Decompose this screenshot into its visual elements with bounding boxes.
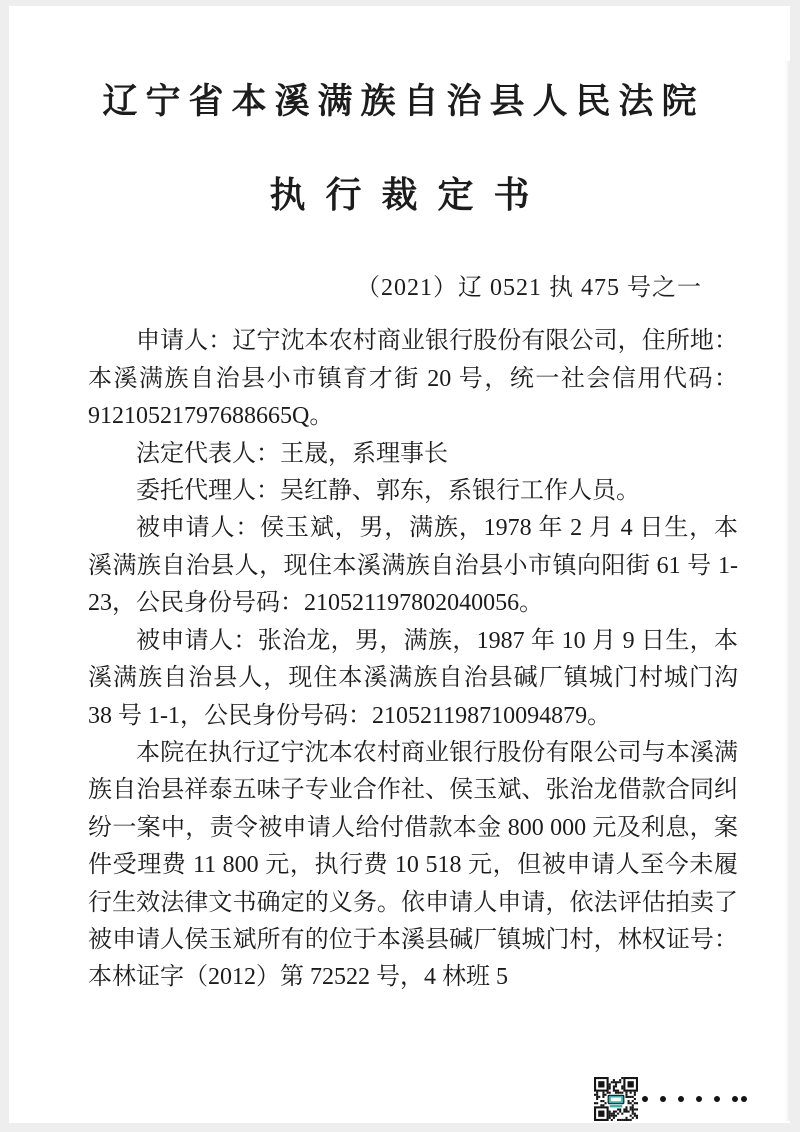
dot — [714, 1096, 720, 1102]
case-number: （2021）辽 0521 执 475 号之一 — [356, 274, 702, 301]
dot — [660, 1096, 666, 1102]
paragraph-respondent-1: 被申请人：侯玉斌，男，满族，1978 年 2 月 4 日生，本溪满族自治县人，现住本溪满族自治县小市镇向阳街 61 号 1-23，公民身份号码：210521197802040056。 — [88, 515, 738, 617]
qr-code — [594, 1077, 638, 1121]
document-body — [88, 323, 738, 996]
paragraph-applicant: 申请人：辽宁沈本农村商业银行股份有限公司，住所地：本溪满族自治县小市镇育才街 20 号，统一社会信用代码：91210521797688665Q。 — [88, 328, 738, 430]
court-name: 辽宁省本溪满族自治县人民法院 — [102, 82, 705, 121]
paragraph-ruling-body: 本院在执行辽宁沈本农村商业银行股份有限公司与本溪满族自治县祥泰五味子专业合作社、侯玉斌、张治龙借款合同纠纷一案中，责令被申请人给付借款本金 800 000 元及利息，案件受理费 11 800 元，执行费 10 518 元，但被申请人至今未履行生效法律文书确定的义务。依申请人申请，依法评估拍卖了被申请人侯玉斌所有的位于本溪县碱厂镇城门村，林权证号：本林证字（2012）第 72522 号，4 林班 5 — [88, 739, 738, 991]
dot — [678, 1096, 684, 1102]
dot — [741, 1096, 747, 1102]
scan-edge-shadow — [785, 61, 790, 1121]
page-footer — [594, 1077, 747, 1121]
dot-row — [640, 1096, 747, 1102]
dot — [696, 1096, 702, 1102]
dot — [642, 1096, 648, 1102]
paragraph-respondent-2: 被申请人：张治龙，男，满族，1987 年 10 月 9 日生，本溪满族自治县人，现住本溪满族自治县碱厂镇城门村城门沟 38 号 1-1，公民身份号码：210521198710094879。 — [88, 627, 738, 729]
paragraph-entrusted-agents: 委托代理人：吴红静、郭东，系银行工作人员。 — [136, 478, 640, 505]
document-title: 执行裁定书 — [269, 175, 550, 216]
document-page — [9, 6, 790, 1123]
dot — [732, 1096, 738, 1102]
paragraph-legal-representative: 法定代表人：王晟，系理事长 — [136, 440, 448, 467]
